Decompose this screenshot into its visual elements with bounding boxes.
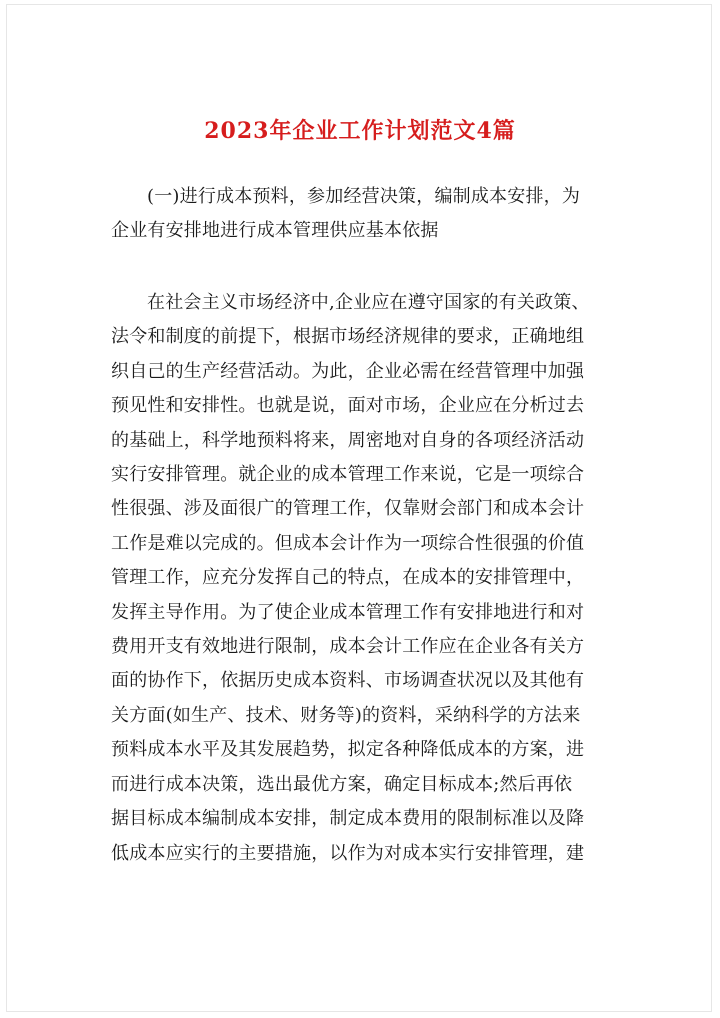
section-heading-line: 企业有安排地进行成本管理供应基本依据 [111, 220, 439, 241]
document-title: 2023年企业工作计划范文4篇 [204, 118, 516, 144]
paragraph-line: 预见性和安排性。也就是说，面对市场，企业应在分析过去 [111, 395, 585, 417]
paragraph-line: 织自己的生产经营活动。为此，企业必需在经营管理中加强 [111, 360, 585, 382]
section-heading-line: (一)进行成本预料，参加经营决策，编制成本安排，为 [147, 186, 581, 207]
paragraph-line: 预料成本水平及其发展趋势，拟定各种降低成本的方案，进 [111, 739, 585, 761]
paragraph-line: 在社会主义市场经济中,企业应在遵守国家的有关政策、 [147, 292, 590, 313]
section-heading [111, 180, 613, 248]
paragraph-line: 而进行成本决策，选出最优方案，确定目标成本;然后再依 [111, 773, 573, 795]
paragraph-line: 性很强、涉及面很广的管理工作，仅靠财会部门和成本会计 [111, 498, 585, 520]
paragraph-line: 发挥主导作用。为了使企业成本管理工作有安排地进行和对 [111, 601, 585, 623]
paragraph-line: 实行安排管理。就企业的成本管理工作来说，它是一项综合 [111, 464, 585, 486]
paragraph-line: 据目标成本编制成本安排，制定成本费用的限制标准以及降 [111, 808, 585, 830]
paragraph-line: 工作是难以完成的。但成本会计作为一项综合性很强的价值 [111, 532, 585, 554]
paragraph-line: 法令和制度的前提下，根据市场经济规律的要求，正确地组 [111, 326, 585, 348]
paragraph-line: 面的协作下，依据历史成本资料、市场调查状况以及其他有 [111, 670, 585, 692]
paragraph-line: 关方面(如生产、技术、财务等)的资料，采纳科学的方法来 [111, 704, 581, 726]
paragraph-line: 管理工作，应充分发挥自己的特点，在成本的安排管理中， [111, 567, 585, 589]
paragraph-line: 的基础上，科学地预料将来，周密地对自身的各项经济活动 [111, 429, 585, 451]
body-paragraph [111, 286, 613, 871]
paragraph-line: 费用开支有效地进行限制，成本会计工作应在企业各有关方 [111, 636, 585, 658]
paragraph-line: 低成本应实行的主要措施，以作为对成本实行安排管理，建 [111, 842, 585, 864]
